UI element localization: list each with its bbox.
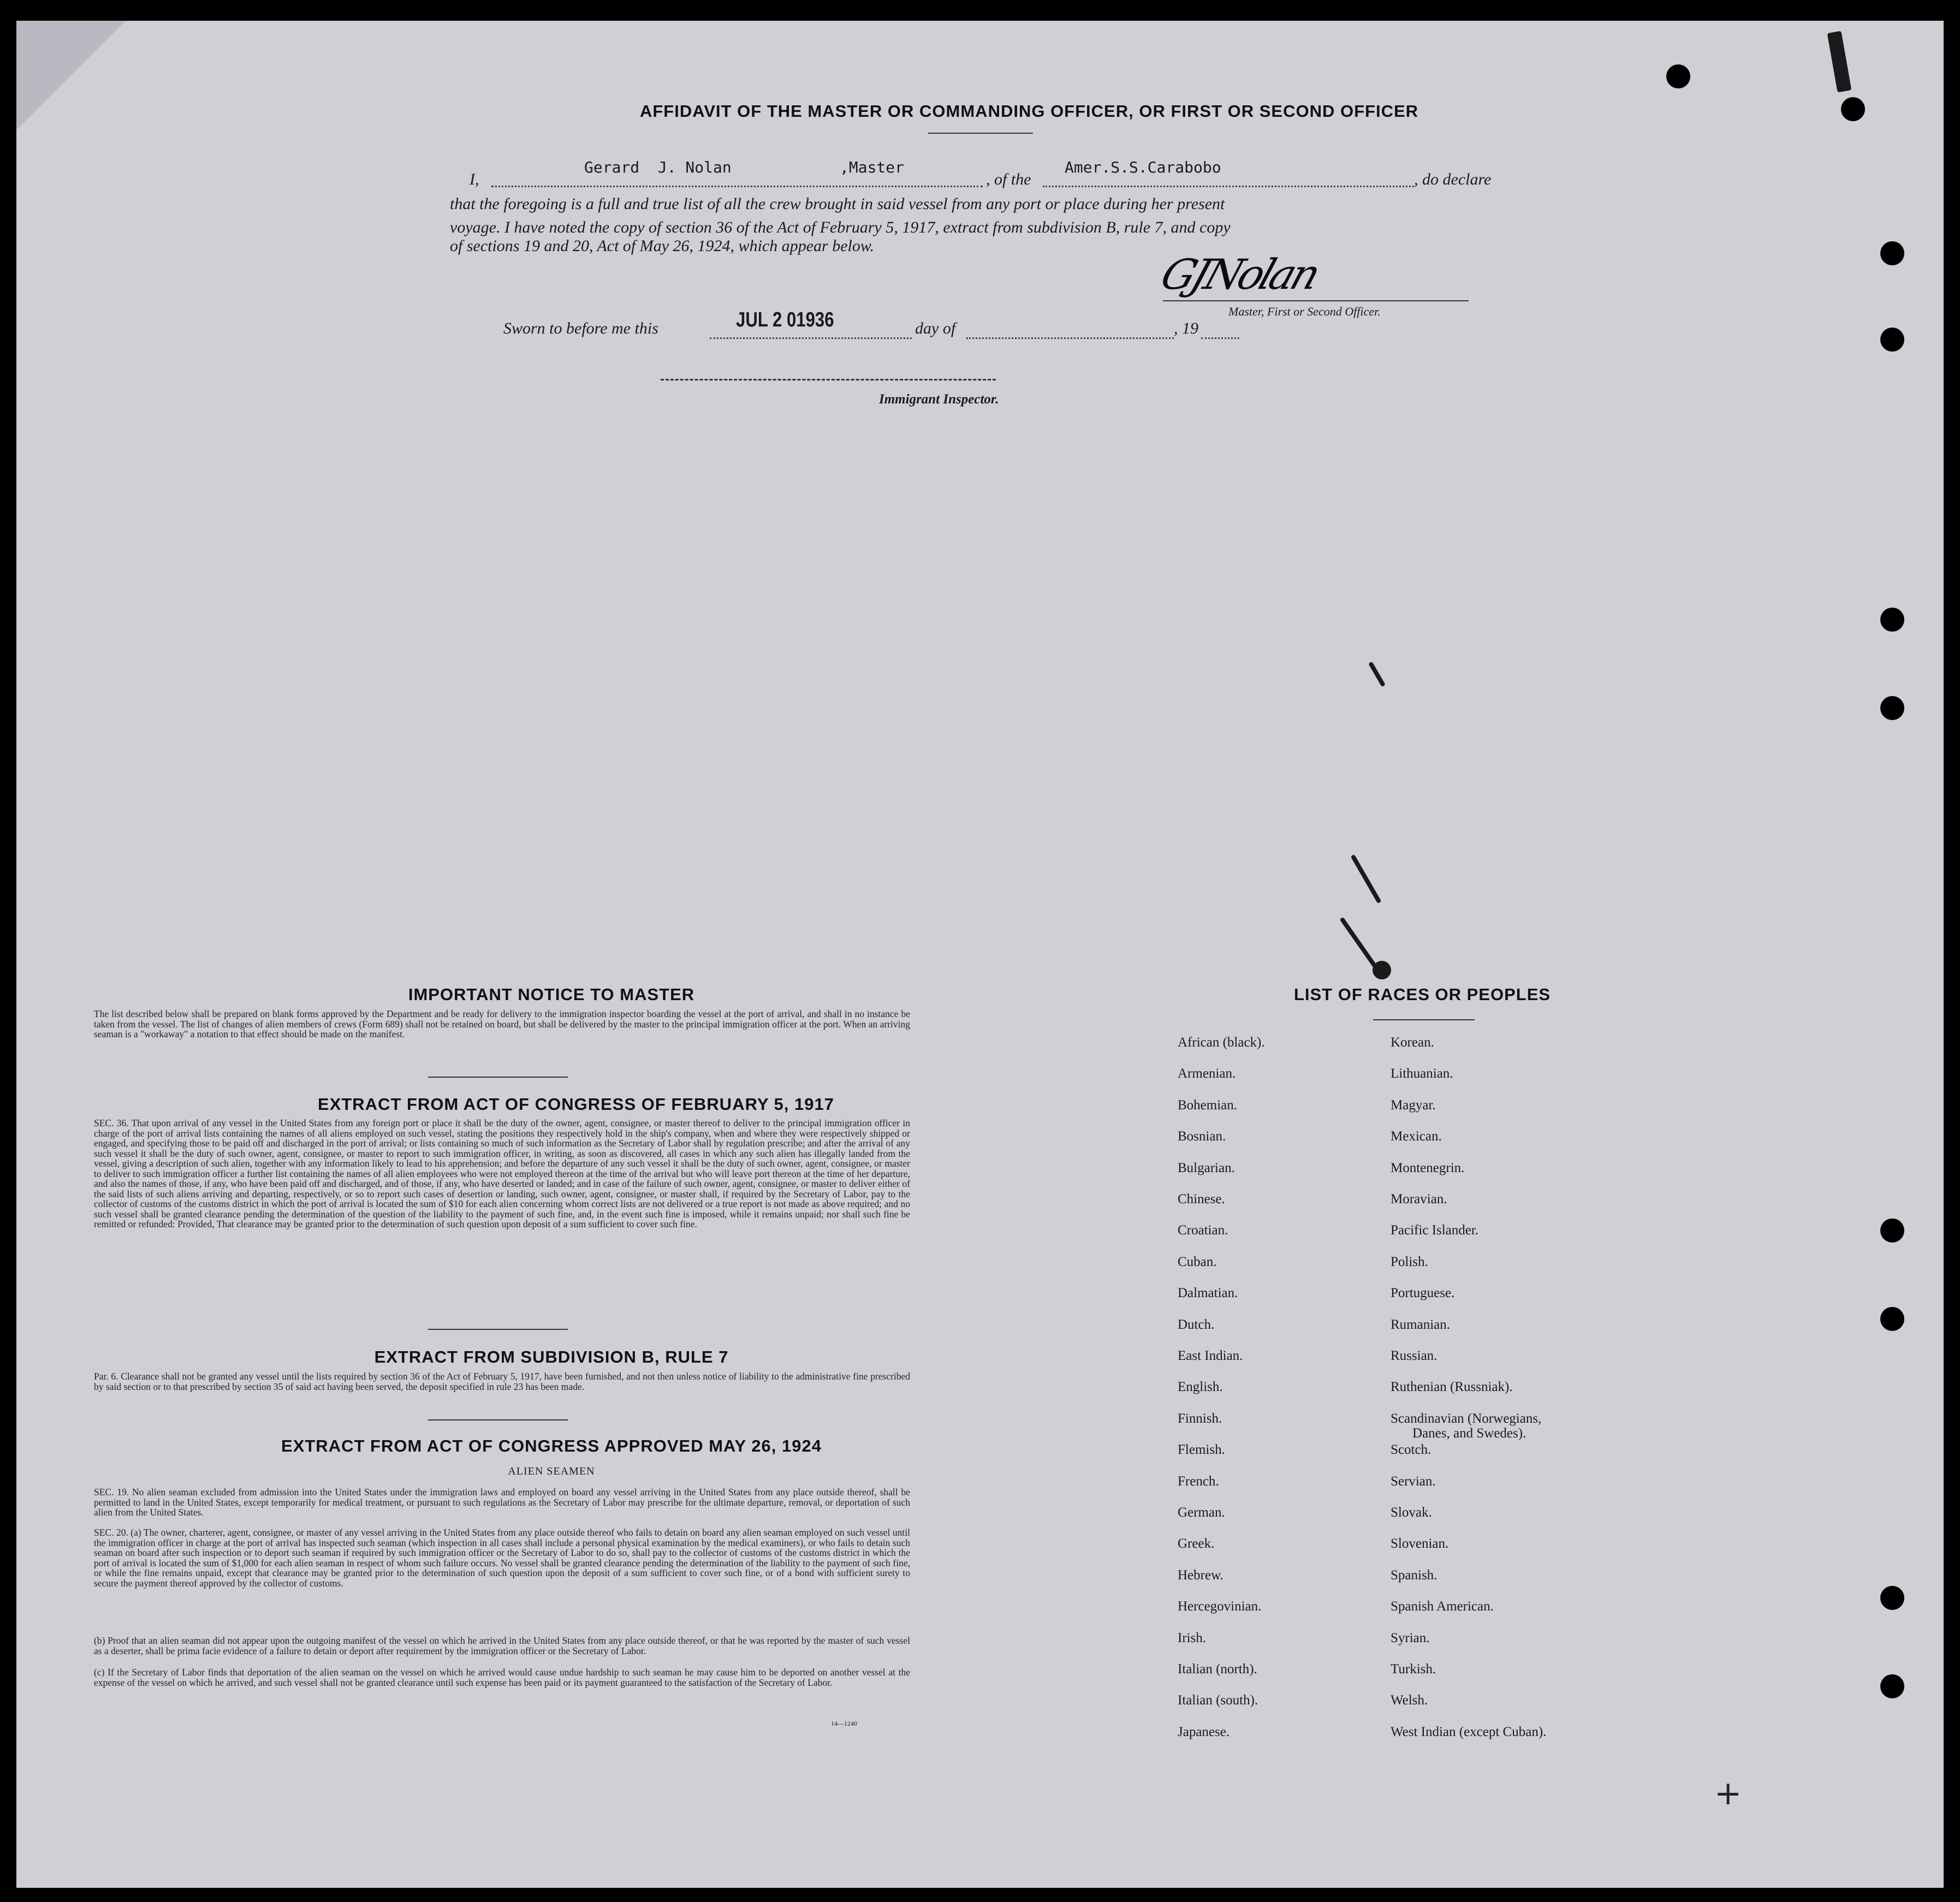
binder-hole <box>1880 1307 1904 1331</box>
subdivision-b-text: Par. 6. Clearance shall not be granted any vessel until the lists required by section 36 of the Act of February 5, 1917, have been furnished, and not then unless notice of liability to the administrative fine prescribed by said section or to that prescribed by section 35 of said act having been served, the deposit specified in rule 23 has been made. <box>94 1371 910 1392</box>
extract-1924-title: EXTRACT FROM ACT OF CONGRESS APPROVED MAY 26, 1924 <box>281 1436 822 1455</box>
signature-caption: Master, First or Second Officer. <box>1228 305 1381 318</box>
race-item: Syrian. <box>1391 1630 1430 1645</box>
race-item: Italian (north). <box>1178 1662 1257 1677</box>
inspector-caption: Immigrant Inspector. <box>879 392 999 407</box>
affidavit-line-2: voyage. I have noted the copy of section 36 of the Act of February 5, 1917, extract from subdivision B, rule 7, and copy <box>450 218 1231 236</box>
race-item: French. <box>1178 1473 1219 1489</box>
do-declare-label: , do declare <box>1414 170 1492 188</box>
affidavit-line-3: of sections 19 and 20, Act of May 26, 1924, which appear below. <box>450 237 875 255</box>
vessel-name-field: Amer.S.S.Carabobo <box>1065 158 1221 176</box>
of-the-label: , of the <box>986 170 1031 188</box>
race-item: Scandinavian (Norwegians, <box>1391 1411 1542 1426</box>
race-item: Portuguese. <box>1391 1286 1455 1301</box>
race-item: Korean. <box>1391 1035 1434 1050</box>
race-item: Dutch. <box>1178 1317 1215 1332</box>
sworn-label: Sworn to before me this <box>503 319 658 337</box>
race-item: English. <box>1178 1380 1223 1395</box>
binder-hole <box>1666 64 1690 88</box>
race-item-continuation: Danes, and Swedes). <box>1412 1425 1527 1441</box>
binder-hole <box>1880 1674 1904 1698</box>
alien-seamen-subtitle: ALIEN SEAMEN <box>508 1465 595 1477</box>
section-19-text: SEC. 19. No alien seaman excluded from admission into the United States under the immigration laws and employed on board any vessel arriving in the United States from any place outside thereof, shall be permitted to land in the United States, except temporarily for medical treatment, or pursuant to such regulations as the Secretary of Labor may prescribe for the ultimate departure, removal, or deportation of such alien from the United States. <box>94 1487 910 1518</box>
race-item: Magyar. <box>1391 1097 1436 1113</box>
race-item: Spanish American. <box>1391 1599 1494 1614</box>
races-title: LIST OF RACES OR PEOPLES <box>1293 985 1551 1004</box>
race-item: Armenian. <box>1178 1066 1236 1081</box>
subdivision-b-title: EXTRACT FROM SUBDIVISION B, RULE 7 <box>374 1347 729 1366</box>
section-divider <box>428 1419 568 1420</box>
race-item: East Indian. <box>1178 1348 1243 1363</box>
master-signature: GJNolan <box>1155 250 1324 299</box>
race-item: Russian. <box>1391 1348 1438 1363</box>
binder-hole <box>1880 608 1904 632</box>
signature-rule <box>1163 300 1469 301</box>
inspector-signature-line <box>661 379 996 381</box>
year-fill-line <box>1201 337 1239 339</box>
vessel-fill-line <box>1043 186 1414 187</box>
race-item: Spanish. <box>1391 1567 1438 1583</box>
document-page <box>16 21 1944 1888</box>
race-item: West Indian (except Cuban). <box>1391 1724 1547 1739</box>
crosshair-mark: + <box>1714 1774 1742 1812</box>
binder-hole <box>1880 241 1904 265</box>
race-item: Bohemian. <box>1178 1097 1238 1113</box>
affidavit-line-1: that the foregoing is a full and true list of all the crew brought in said vessel from any port or place during her present <box>450 195 1225 213</box>
title-rule <box>928 133 1033 134</box>
race-item: Chinese. <box>1178 1192 1225 1206</box>
notice-title: IMPORTANT NOTICE TO MASTER <box>408 985 695 1004</box>
notice-text: The list described below shall be prepared on blank forms approved by the Department and be ready for delivery to the immigration inspector boarding the vessel at the port of arrival, and shall in no instance be taken from the vessel. The list of changes of alien members of crews (Form 689) shall not be retained on board, but shall be delivered by the master to the principal immigration officer at the port. When an arriving seaman is a "workaway" a notation to that effect should be made on the manifest. <box>94 1008 910 1039</box>
race-item: Scotch. <box>1391 1442 1432 1458</box>
rank-field: ,Master <box>840 158 905 176</box>
race-item: Mexican. <box>1391 1129 1442 1144</box>
binder-hole <box>1880 1219 1904 1243</box>
race-item: Hercegovinian. <box>1178 1599 1262 1614</box>
race-item: African (black). <box>1178 1035 1265 1050</box>
day-of-label: day of <box>915 319 956 337</box>
section-20a-text: SEC. 20. (a) The owner, charterer, agent, consignee, or master of any vessel arriving in the United States from any place outside thereof who fails to detain on board any alien seaman employed on such vessel until the immigration officer in charge at the port of arrival has inspected such seaman (which inspection in all cases shall include a personal physical examination by the medical examiners), or who fails to detain such seaman on board after such inspection or to deport such seaman if required by such immigration officer or the Secretary of Labor to do so, shall pay to the collector of customs of the customs district in which the port of arrival is located the sum of $1,000 for each alien seaman in respect of whom such failure occurs. No vessel shall be granted clearance pending the determination of the liability to the payment of such fine, or while the fine remains unpaid, except that clearance may be granted prior to the determination of such question upon the deposit of a sum sufficient to cover such fine, or of a bond with sufficient surety to secure the payment thereof approved by the collector of customs. <box>94 1527 910 1589</box>
month-fill-line <box>966 337 1174 339</box>
section-20b-text: (b) Proof that an alien seaman did not appear upon the outgoing manifest of the vessel on which he arrived in the United States from any place outside thereof, or that he was reported by the master of such vessel as a deserter, shall be prima facie evidence of a failure to detain or deport after requirement by the immigration officer or the Secretary of Labor. <box>94 1635 910 1656</box>
races-title-rule <box>1373 1019 1475 1020</box>
name-fill-line <box>491 186 983 187</box>
race-item: Welsh. <box>1391 1693 1428 1708</box>
section-divider <box>428 1329 568 1330</box>
race-item: Slovenian. <box>1391 1536 1449 1552</box>
race-item: Polish. <box>1391 1254 1428 1269</box>
extract-1917-text: SEC. 36. That upon arrival of any vessel in the United States from any foreign port or place it shall be the duty of the owner, agent, consignee, or master thereof to deliver to the principal immigration officer in charge of the port of arrival lists containing the names of all aliens employed on such vessel, stating the positions they respectively hold in the ship's company, when and where they were respectively shipped or engaged, and specifying those to be paid off and discharged in the port of arrival; or lists containing so much of such information as the Secretary of Labor shall by regulation prescribe; and after the arrival of any such vessel it shall be the duty of such owner, agent, consignee, or master to report to such immigration officer, in writing, as soon as discovered, all cases in which any such alien has illegally landed from the vessel, giving a description of such alien, together with any information likely to lead to his apprehension; and before the departure of any such vessel it shall be the duty of such owner, agent, consignee, or master to deliver to such immigration officer a further list containing the names of all alien employees who were not employed thereon at the time of the arrival but who will leave port thereon at the time of her departure, and also the names of those, if any, who have been paid off and discharged, and of those, if any, who have deserted or landed; and in case of the failure of such owner, agent, consignee, or master to deliver either of the said lists of such aliens arriving and departing, respectively, or so to report such cases of desertion or landing, such owner, agent, consignee, or master shall, if required by the Secretary of Labor, pay to the collector of customs of the customs district in which the port of arrival is located the sum of $10 for each alien concerning whom correct lists are not delivered or a true report is not made as above required; and no such vessel shall be granted clearance pending the determination of the question of the liability to the payment of such fine, and, in the event such fine is imposed, while it remains unpaid; nor shall such fine be remitted or refunded: Provided, That clearance may be granted prior to the determination of such question upon deposit of a sum sufficient to cover such fine. <box>94 1118 910 1229</box>
race-item: Moravian. <box>1391 1192 1447 1206</box>
race-item: Slovak. <box>1391 1505 1432 1520</box>
section-20c-text: (c) If the Secretary of Labor finds that deportation of the alien seaman on the vessel on which he arrived would cause undue hardship to such seaman he may cause him to be deported on another vessel at the expense of the vessel on which he arrived, and such vessel shall not be granted clearance until such expense has been paid or its payment guaranteed to the satisfaction of the Secretary of Labor. <box>94 1667 910 1688</box>
date-stamp: JUL 2 01936 <box>736 308 834 331</box>
race-item: Pacific Islander. <box>1391 1223 1479 1238</box>
race-item: Cuban. <box>1178 1254 1217 1269</box>
race-item: Italian (south). <box>1178 1693 1258 1708</box>
section-divider <box>428 1077 568 1078</box>
binder-hole <box>1841 97 1865 121</box>
extract-1917-title: EXTRACT FROM ACT OF CONGRESS OF FEBRUARY 5, 1917 <box>318 1095 834 1114</box>
race-item: Croatian. <box>1178 1223 1228 1238</box>
race-item: German. <box>1178 1505 1225 1520</box>
binder-hole <box>1880 1586 1904 1610</box>
sworn-date-line <box>710 337 912 339</box>
binder-hole <box>1880 328 1904 352</box>
race-item: Rumanian. <box>1391 1317 1451 1332</box>
race-item: Finnish. <box>1178 1411 1222 1426</box>
race-item: Dalmatian. <box>1178 1286 1238 1301</box>
binder-hole <box>1880 696 1904 720</box>
race-item: Servian. <box>1391 1473 1436 1489</box>
race-item: Irish. <box>1178 1630 1207 1645</box>
master-name-field: Gerard J. Nolan <box>584 158 732 176</box>
year-prefix-label: , 19 <box>1174 319 1198 337</box>
race-item: Turkish. <box>1391 1662 1436 1677</box>
affidavit-title: AFFIDAVIT OF THE MASTER OR COMMANDING OFFICER, OR FIRST OR SECOND OFFICER <box>639 102 1419 121</box>
form-number: 14—1240 <box>831 1720 857 1727</box>
race-item: Bosnian. <box>1178 1129 1226 1144</box>
race-item: Flemish. <box>1178 1442 1225 1458</box>
affidavit-i-label: I, <box>470 170 479 188</box>
race-item: Bulgarian. <box>1178 1160 1235 1175</box>
folded-corner <box>16 21 126 130</box>
race-item: Montenegrin. <box>1391 1160 1465 1175</box>
ink-smudge <box>1373 961 1391 979</box>
race-item: Hebrew. <box>1178 1567 1223 1583</box>
race-item: Greek. <box>1178 1536 1215 1552</box>
race-item: Ruthenian (Russniak). <box>1391 1380 1513 1395</box>
race-item: Japanese. <box>1178 1724 1230 1739</box>
race-item: Lithuanian. <box>1391 1066 1453 1081</box>
